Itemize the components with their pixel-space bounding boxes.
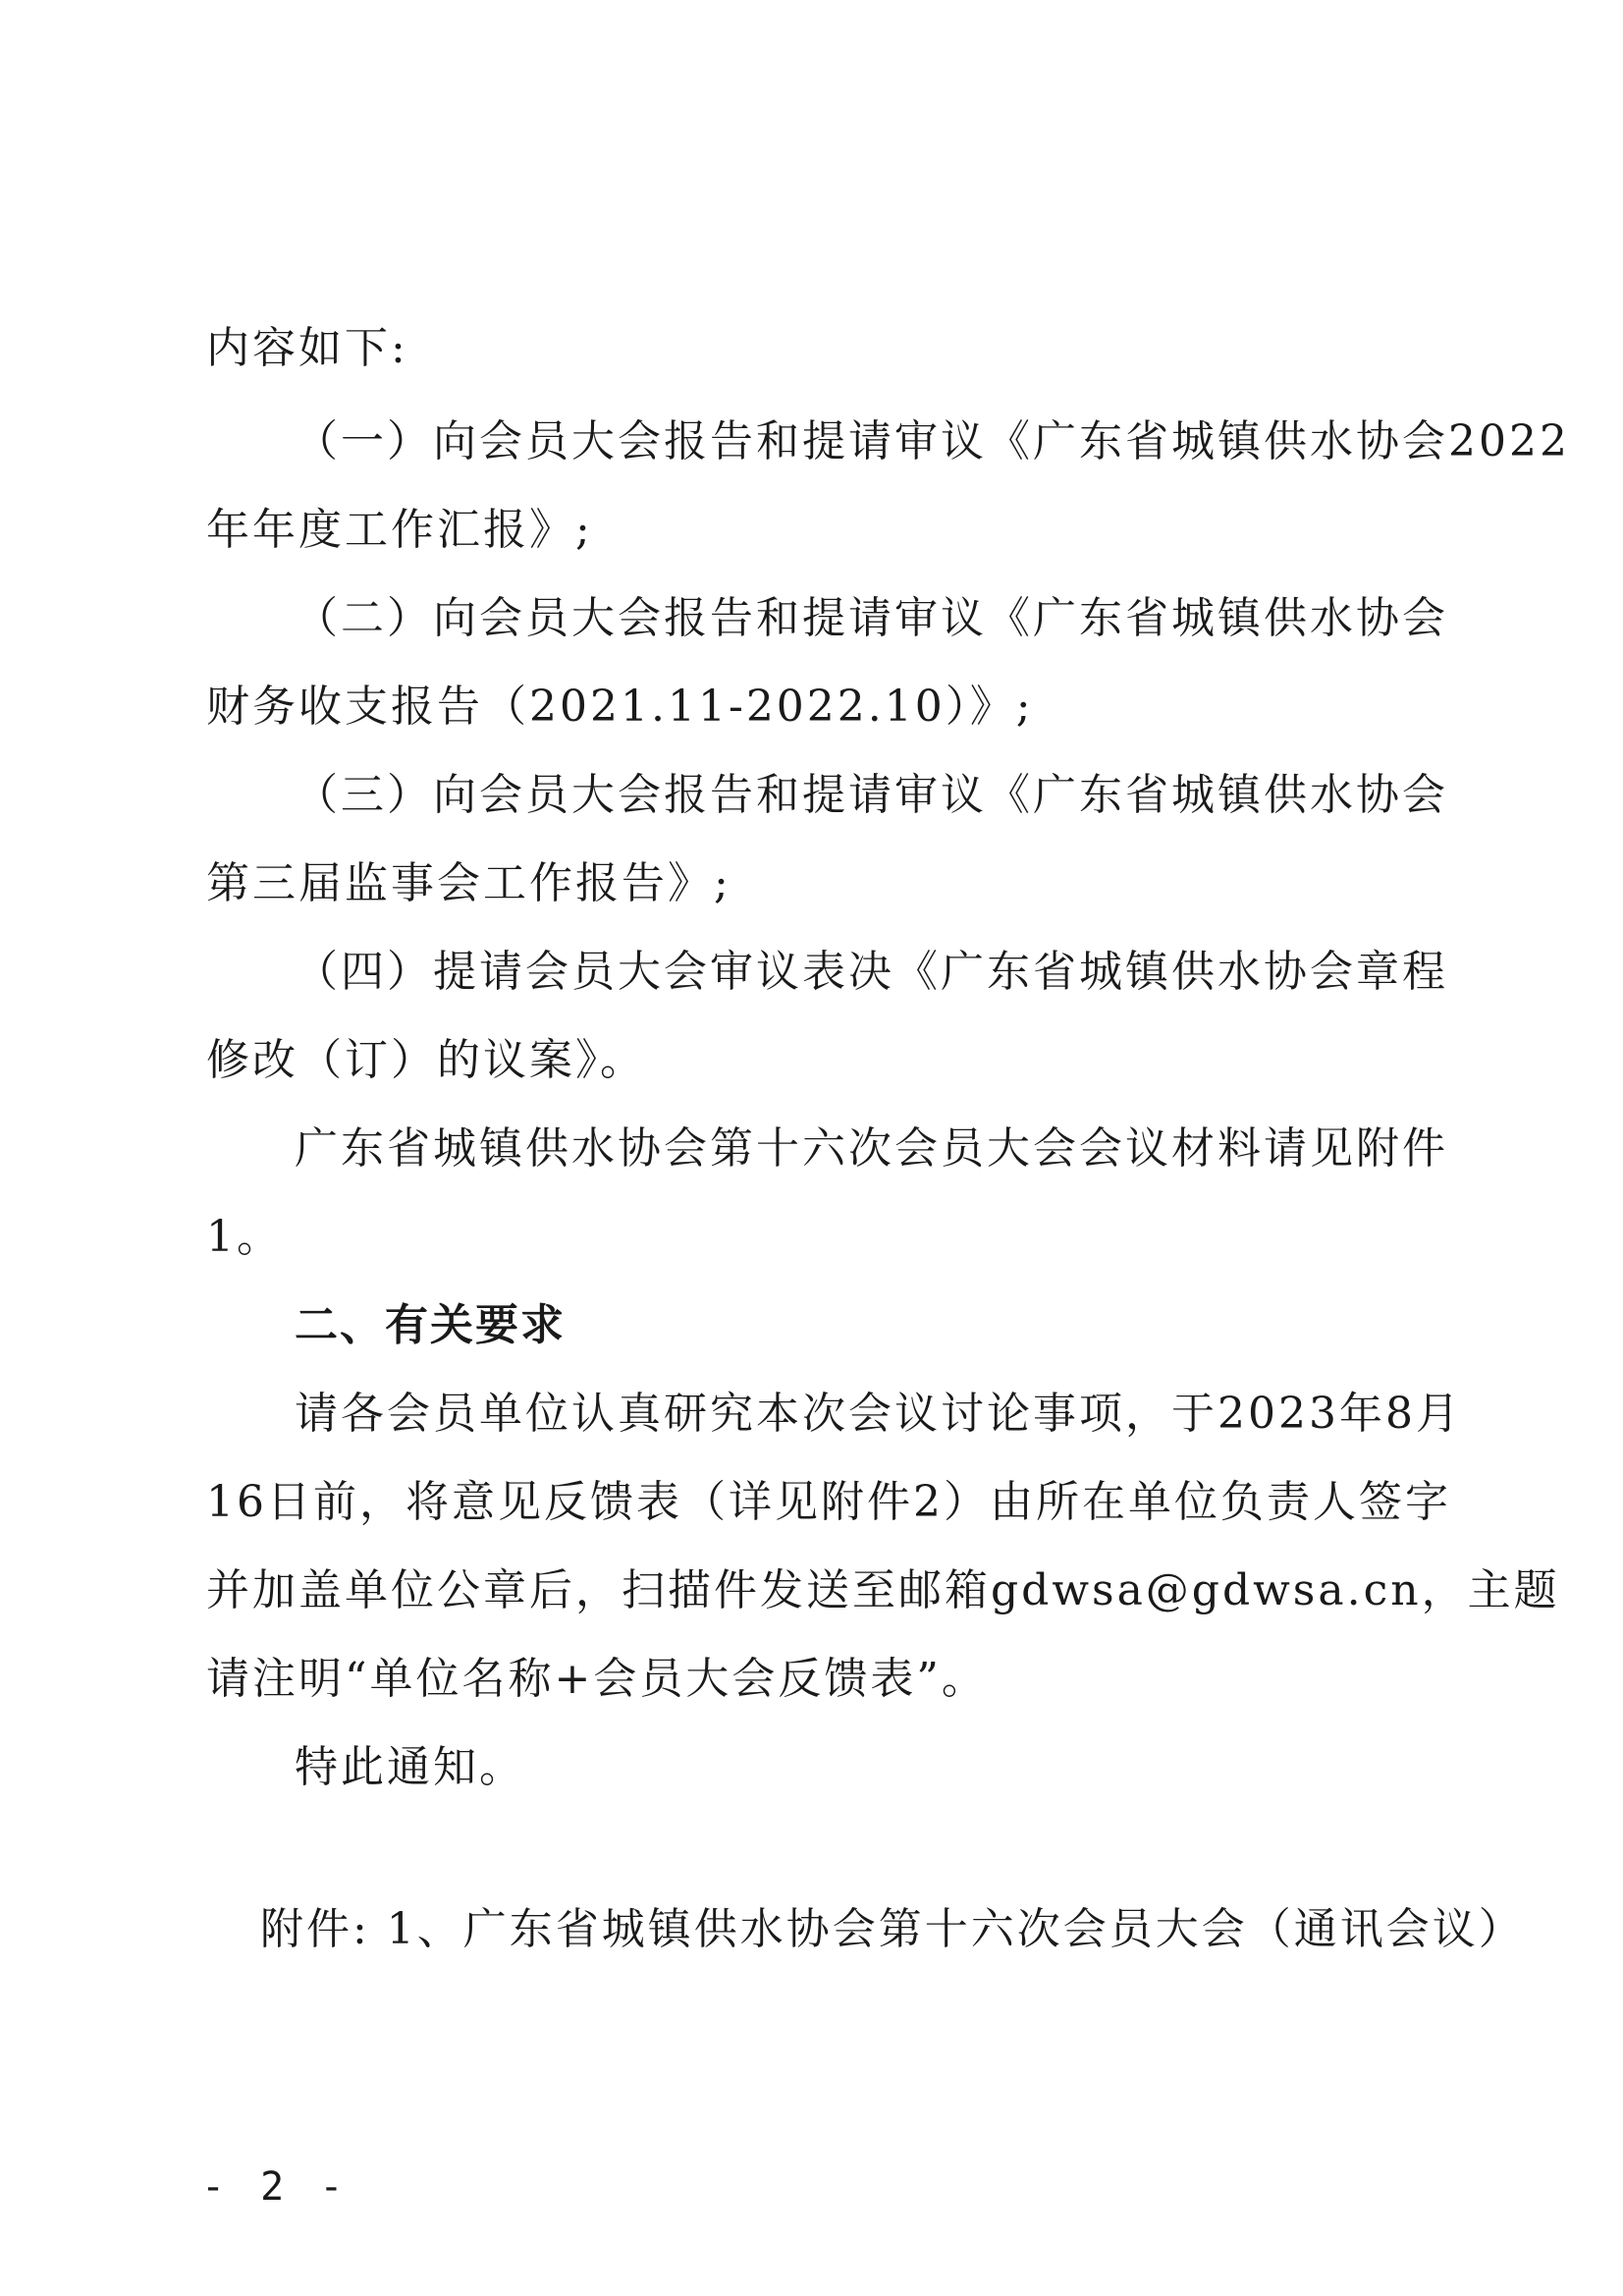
item-3-line-2: 第三届监事会工作报告》; [206,858,731,908]
item-4-line-2: 修改（订）的议案》。 [206,1035,646,1085]
item-2-line-2: 财务收支报告（2021.11-2022.10）》; [206,682,1034,732]
item-1-line-1: （一）向会员大会报告和提请审议《广东省城镇供水协会2022 [295,416,1570,466]
item-4-line-1: （四）提请会员大会审议表决《广东省城镇供水协会章程 [295,947,1448,997]
requirements-line-2: 16日前，将意见反馈表（详见附件2）由所在单位负责人签字 [206,1477,1451,1527]
item-2-line-1: （二）向会员大会报告和提请审议《广东省城镇供水协会 [295,593,1448,643]
closing-line: 特此通知。 [295,1742,525,1792]
materials-line-2: 1。 [206,1212,283,1262]
item-3-line-1: （三）向会员大会报告和提请审议《广东省城镇供水协会 [295,770,1448,820]
item-1-line-2: 年年度工作汇报》; [206,505,593,555]
attachment-line: 附件: 1、广东省城镇供水协会第十六次会员大会（通讯会议） [260,1904,1525,1954]
materials-line-1: 广东省城镇供水协会第十六次会员大会会议材料请见附件 [295,1123,1448,1174]
intro-line: 内容如下: [206,323,408,373]
requirements-line-4: 请注明“单位名称+会员大会反馈表”。 [206,1654,988,1704]
page-number: - 2 - [201,2164,350,2210]
section-heading-requirements: 二、有关要求 [295,1300,566,1350]
requirements-line-1: 请各会员单位认真研究本次会议讨论事项，于2023年8月 [295,1389,1462,1439]
requirements-line-3: 并加盖单位公章后，扫描件发送至邮箱gdwsa@gdwsa.cn，主题 [206,1565,1560,1615]
